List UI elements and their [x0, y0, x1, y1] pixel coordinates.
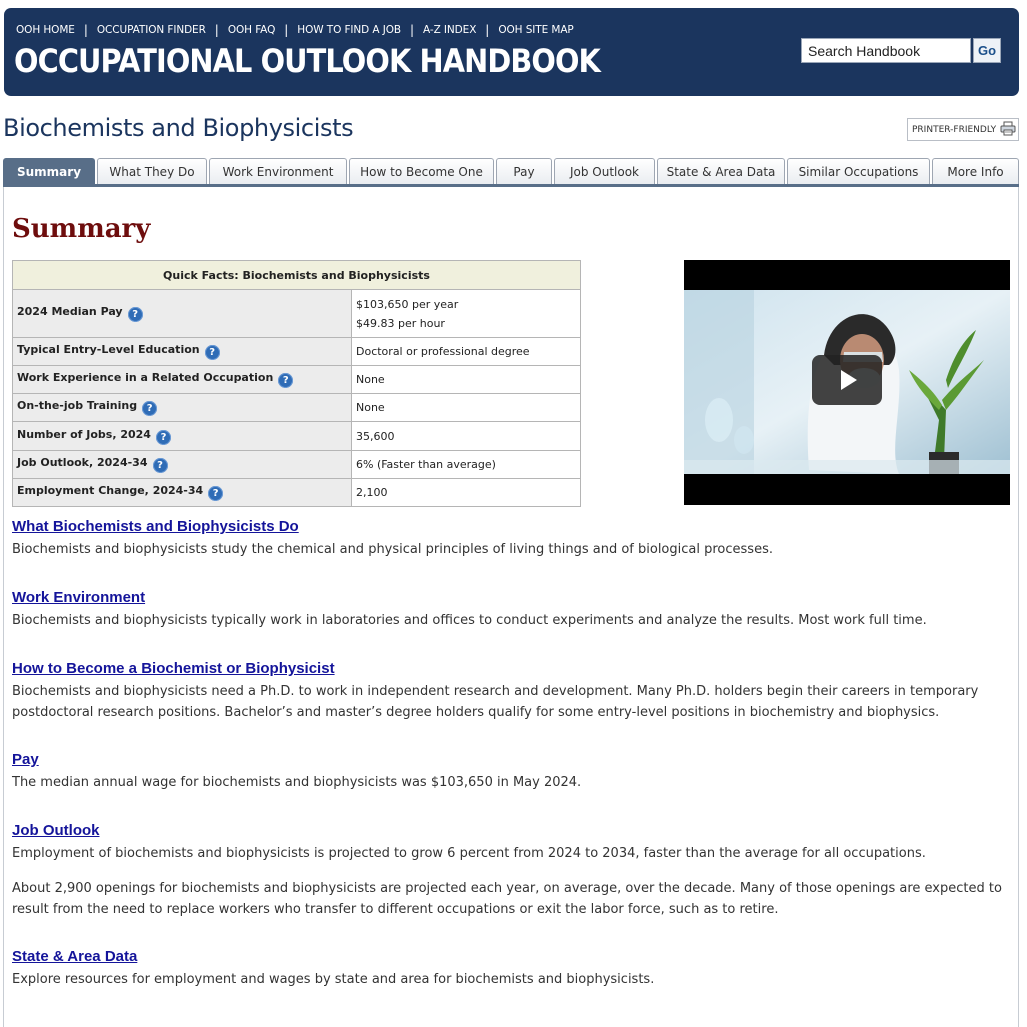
tab-pay[interactable]: Pay: [496, 158, 552, 185]
video-thumbnail: [684, 260, 1010, 505]
median-pay-year: $103,650 per year: [356, 297, 459, 311]
section-paragraph: Explore resources for employment and wages by state and area for biochemists and biophysicists.: [12, 972, 655, 987]
fact-value: 35,600: [352, 422, 581, 451]
tab-state-area-data[interactable]: State & Area Data: [657, 158, 785, 185]
summary-heading: Summary: [12, 214, 151, 244]
table-row: [13, 479, 581, 507]
table-row: [13, 451, 581, 479]
help-icon[interactable]: ?: [142, 401, 157, 416]
fact-value: 2,100: [352, 479, 581, 507]
help-icon[interactable]: ?: [208, 486, 223, 501]
table-row: [13, 366, 581, 394]
fact-label: [13, 451, 352, 479]
printer-icon: [1000, 121, 1016, 139]
table-row: [13, 290, 581, 338]
tab-what-they-do[interactable]: What They Do: [97, 158, 207, 185]
fact-value: [352, 290, 581, 338]
section-job-outlook: [12, 820, 1007, 920]
nav-separator: |: [83, 23, 88, 37]
site-brand[interactable]: OCCUPATIONAL OUTLOOK HANDBOOK: [14, 42, 600, 80]
fact-label: [13, 394, 352, 422]
page-title: Biochemists and Biophysicists: [3, 114, 354, 142]
fact-value: None: [352, 394, 581, 422]
nav-occupation-finder[interactable]: OCCUPATION FINDER: [96, 24, 206, 36]
section-heading-link[interactable]: Work Environment: [12, 589, 146, 606]
tab-work-environment[interactable]: Work Environment: [209, 158, 347, 185]
table-row: [13, 422, 581, 451]
fact-label: [13, 338, 352, 366]
section-heading-link[interactable]: How to Become a Biochemist or Biophysicist: [12, 660, 335, 677]
quick-facts-table: [12, 260, 581, 507]
nav-separator: |: [214, 23, 219, 37]
section-paragraph: Biochemists and biophysicists study the chemical and physical principles of living things and of biological processes.: [12, 542, 773, 557]
help-icon[interactable]: ?: [278, 373, 293, 388]
help-icon[interactable]: ?: [156, 430, 171, 445]
section-heading-link[interactable]: Job Outlook: [12, 822, 100, 839]
section-paragraph: The median annual wage for biochemists and biophysicists was $103,650 in May 2024.: [12, 775, 582, 790]
tab-how-to-become-one[interactable]: How to Become One: [349, 158, 494, 185]
site-header: [4, 8, 1019, 96]
quick-facts-title: Quick Facts: Biochemists and Biophysicists: [13, 261, 581, 290]
play-icon[interactable]: [812, 355, 882, 405]
section-work-environment: [12, 587, 1007, 631]
section-paragraph: About 2,900 openings for biochemists and biophysicists are projected each year, on average, over the decade. Many of those openings are expected to result from the need to replace workers who transfer to different occupations or exit the labor force, such as to retire.: [12, 881, 1002, 917]
section-what-they-do: [12, 516, 1007, 560]
fact-label: [13, 290, 352, 338]
fact-label-text: Employment Change, 2024-34: [17, 484, 204, 497]
top-nav: [16, 23, 574, 37]
fact-label-text: Typical Entry-Level Education: [17, 343, 200, 356]
help-icon[interactable]: ?: [153, 458, 168, 473]
section-paragraph: Biochemists and biophysicists typically work in laboratories and offices to conduct experiments and analyze the results. Most work full time.: [12, 613, 927, 628]
section-heading-link[interactable]: State & Area Data: [12, 948, 138, 965]
section-heading-link[interactable]: Pay: [12, 751, 39, 768]
section-pay: [12, 749, 1007, 793]
nav-how-to-find-a-job[interactable]: HOW TO FIND A JOB: [297, 24, 401, 36]
fact-value: Doctoral or professional degree: [352, 338, 581, 366]
tab-summary[interactable]: Summary: [3, 158, 95, 185]
section-state-area-data: [12, 946, 1007, 990]
nav-a-z-index[interactable]: A-Z INDEX: [423, 24, 477, 36]
fact-label-text: Number of Jobs, 2024: [17, 427, 151, 441]
fact-label-text: On-the-job Training: [17, 399, 138, 412]
median-pay-hour: $49.83 per hour: [356, 316, 445, 330]
fact-value: None: [352, 366, 581, 394]
section-paragraph: Biochemists and biophysicists need a Ph.D. to work in independent research and development. Many Ph.D. holders begin their careers in temporary postdoctoral research positions. Bachelor’s and master’s degree holders qualify for some entry-level positions in biochemistry and biophysics.: [12, 684, 979, 720]
table-row: [13, 338, 581, 366]
search-form: [801, 38, 1001, 63]
tab-job-outlook[interactable]: Job Outlook: [554, 158, 655, 185]
nav-ooh-site-map[interactable]: OOH SITE MAP: [498, 24, 574, 36]
nav-separator: |: [410, 23, 415, 37]
help-icon[interactable]: ?: [128, 307, 143, 322]
nav-separator: |: [284, 23, 289, 37]
nav-ooh-faq[interactable]: OOH FAQ: [227, 24, 276, 36]
fact-label-text: Work Experience in a Related Occupation: [17, 371, 274, 384]
tab-bar: [3, 158, 1019, 185]
video-player[interactable]: [684, 260, 1010, 505]
nav-separator: |: [485, 23, 490, 37]
fact-label: [13, 422, 352, 451]
fact-label: [13, 479, 352, 507]
tab-similar-occupations[interactable]: Similar Occupations: [787, 158, 930, 185]
fact-label-text: Job Outlook, 2024-34: [17, 456, 148, 469]
printer-friendly-label: PRINTER-FRIENDLY: [912, 124, 997, 135]
search-go-button[interactable]: Go: [973, 38, 1001, 63]
fact-label-text: 2024 Median Pay: [17, 305, 123, 318]
printer-friendly-button[interactable]: [907, 118, 1019, 141]
section-how-to-become: [12, 658, 1007, 723]
fact-label: [13, 366, 352, 394]
tab-more-info[interactable]: More Info: [932, 158, 1019, 185]
section-paragraph: Employment of biochemists and biophysicists is projected to grow 6 percent from 2024 to 2034, faster than the average for all occupations.: [12, 846, 926, 861]
table-row: [13, 394, 581, 422]
section-heading-link[interactable]: What Biochemists and Biophysicists Do: [12, 518, 299, 535]
nav-ooh-home[interactable]: OOH HOME: [16, 24, 75, 36]
search-input[interactable]: [801, 38, 971, 63]
fact-value: 6% (Faster than average): [352, 451, 581, 479]
help-icon[interactable]: ?: [205, 345, 220, 360]
